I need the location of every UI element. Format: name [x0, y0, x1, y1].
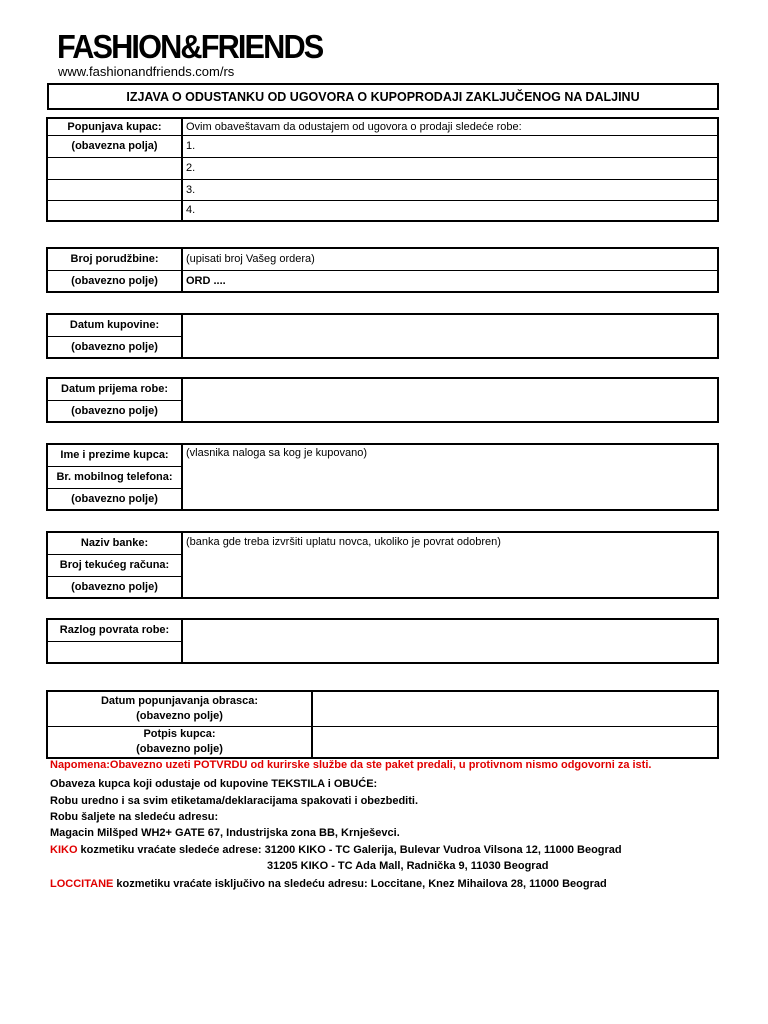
signature-required: (obavezno polje)	[136, 742, 223, 755]
kiko-return-line	[50, 844, 622, 856]
customer-hint: (vlasnika naloga sa kog je kupovano)	[186, 447, 368, 459]
required-fields-label: (obavezna polja)	[47, 135, 182, 157]
address-intro: Robu šaljete na sledeću adresu:	[50, 811, 219, 823]
signature-label: Potpis kupca:	[143, 727, 216, 740]
signature-input[interactable]	[312, 726, 718, 758]
bank-hint: (banka gde treba izvršiti uplatu novca, ukoliko je povrat odobren)	[186, 536, 501, 548]
goods-item-4[interactable]: 4.	[182, 200, 718, 221]
reason-label: Razlog povrata robe:	[47, 619, 182, 641]
loccitane-address: kozmetiku vraćate isključivo na sledeću adresu: Loccitane, Knez Mihailova 28, 11000 Beograd	[113, 878, 607, 890]
customer-name-label: Ime i prezime kupca:	[47, 444, 182, 466]
signature-cell	[47, 726, 312, 758]
goods-item-1[interactable]: 1.	[182, 135, 718, 157]
bank-name-label: Naziv banke:	[47, 532, 182, 554]
packaging-instruction: Robu uredno i sa svim etiketama/deklaracijama spakovati i obezbediti.	[50, 795, 419, 807]
goods-intro: Ovim obaveštavam da odustajem od ugovora o prodaji sledeće robe:	[182, 118, 718, 135]
bank-info-input[interactable]	[182, 532, 718, 598]
textile-obligation: Obaveza kupca koji odustaje od kupovine TEKSTILA i OBUĆE:	[50, 778, 378, 790]
purchase-date-label: Datum kupovine:	[47, 314, 182, 336]
kiko-brand: KIKO	[50, 844, 78, 856]
receipt-date-label: Datum prijema robe:	[47, 378, 182, 400]
bank-section	[46, 531, 719, 599]
form-title: IZJAVA O ODUSTANKU OD UGOVORA O KUPOPRODAJI ZAKLJUČENOG NA DALJINU	[47, 83, 719, 110]
loccitane-return-line	[50, 878, 607, 890]
order-number-label: Broj porudžbine:	[47, 248, 182, 270]
bank-required-label: (obavezno polje)	[47, 576, 182, 598]
bank-account-label: Broj tekućeg računa:	[47, 554, 182, 576]
goods-item-2[interactable]: 2.	[182, 157, 718, 179]
reason-input[interactable]	[182, 619, 718, 663]
purchase-date-required: (obavezno polje)	[47, 336, 182, 358]
customer-section	[46, 443, 719, 511]
order-number-input[interactable]: ORD ....	[182, 270, 718, 292]
customer-phone-label: Br. mobilnog telefona:	[47, 466, 182, 488]
buyer-label: Popunjava kupac:	[47, 118, 182, 135]
kiko-address-2: 31205 KIKO - TC Ada Mall, Radnička 9, 11030 Beograd	[267, 860, 549, 872]
fill-date-required: (obavezno polje)	[136, 709, 223, 722]
fill-date-label: Datum popunjavanja obrasca:	[100, 694, 259, 707]
fill-date-input[interactable]	[312, 691, 718, 726]
brand-logo: FASHION&FRIENDS	[57, 28, 323, 65]
receipt-date-input[interactable]	[182, 378, 718, 422]
goods-item-3[interactable]: 3.	[182, 179, 718, 200]
receipt-date-required: (obavezno polje)	[47, 400, 182, 422]
loccitane-brand: LOCCITANE	[50, 878, 114, 890]
kiko-address-1: kozmetiku vraćate sledeće adrese: 31200 KIKO - TC Galerija, Bulevar Vudroa Vilsona 12, 11000 Beograd	[77, 844, 622, 856]
receipt-date-section	[46, 377, 719, 423]
fill-date-cell	[47, 691, 312, 726]
order-required-label: (obavezno polje)	[47, 270, 182, 292]
order-section	[46, 247, 719, 293]
signature-section	[46, 690, 719, 759]
website-url[interactable]: www.fashionandfriends.com/rs	[58, 64, 235, 79]
purchase-date-section	[46, 313, 719, 359]
order-hint: (upisati broj Vašeg ordera)	[182, 248, 718, 270]
customer-info-input[interactable]	[182, 444, 718, 510]
reason-section	[46, 618, 719, 664]
purchase-date-input[interactable]	[182, 314, 718, 358]
customer-required-label: (obavezno polje)	[47, 488, 182, 510]
warehouse-address: Magacin Milšped WH2+ GATE 67, Industrijska zona BB, Krnješevci.	[50, 827, 400, 839]
goods-section	[46, 117, 719, 222]
courier-warning: Napomena:Obavezno uzeti POTVRDU od kurirske službe da ste paket predali, u protivnom nismo odgovorni za isti.	[50, 759, 652, 771]
